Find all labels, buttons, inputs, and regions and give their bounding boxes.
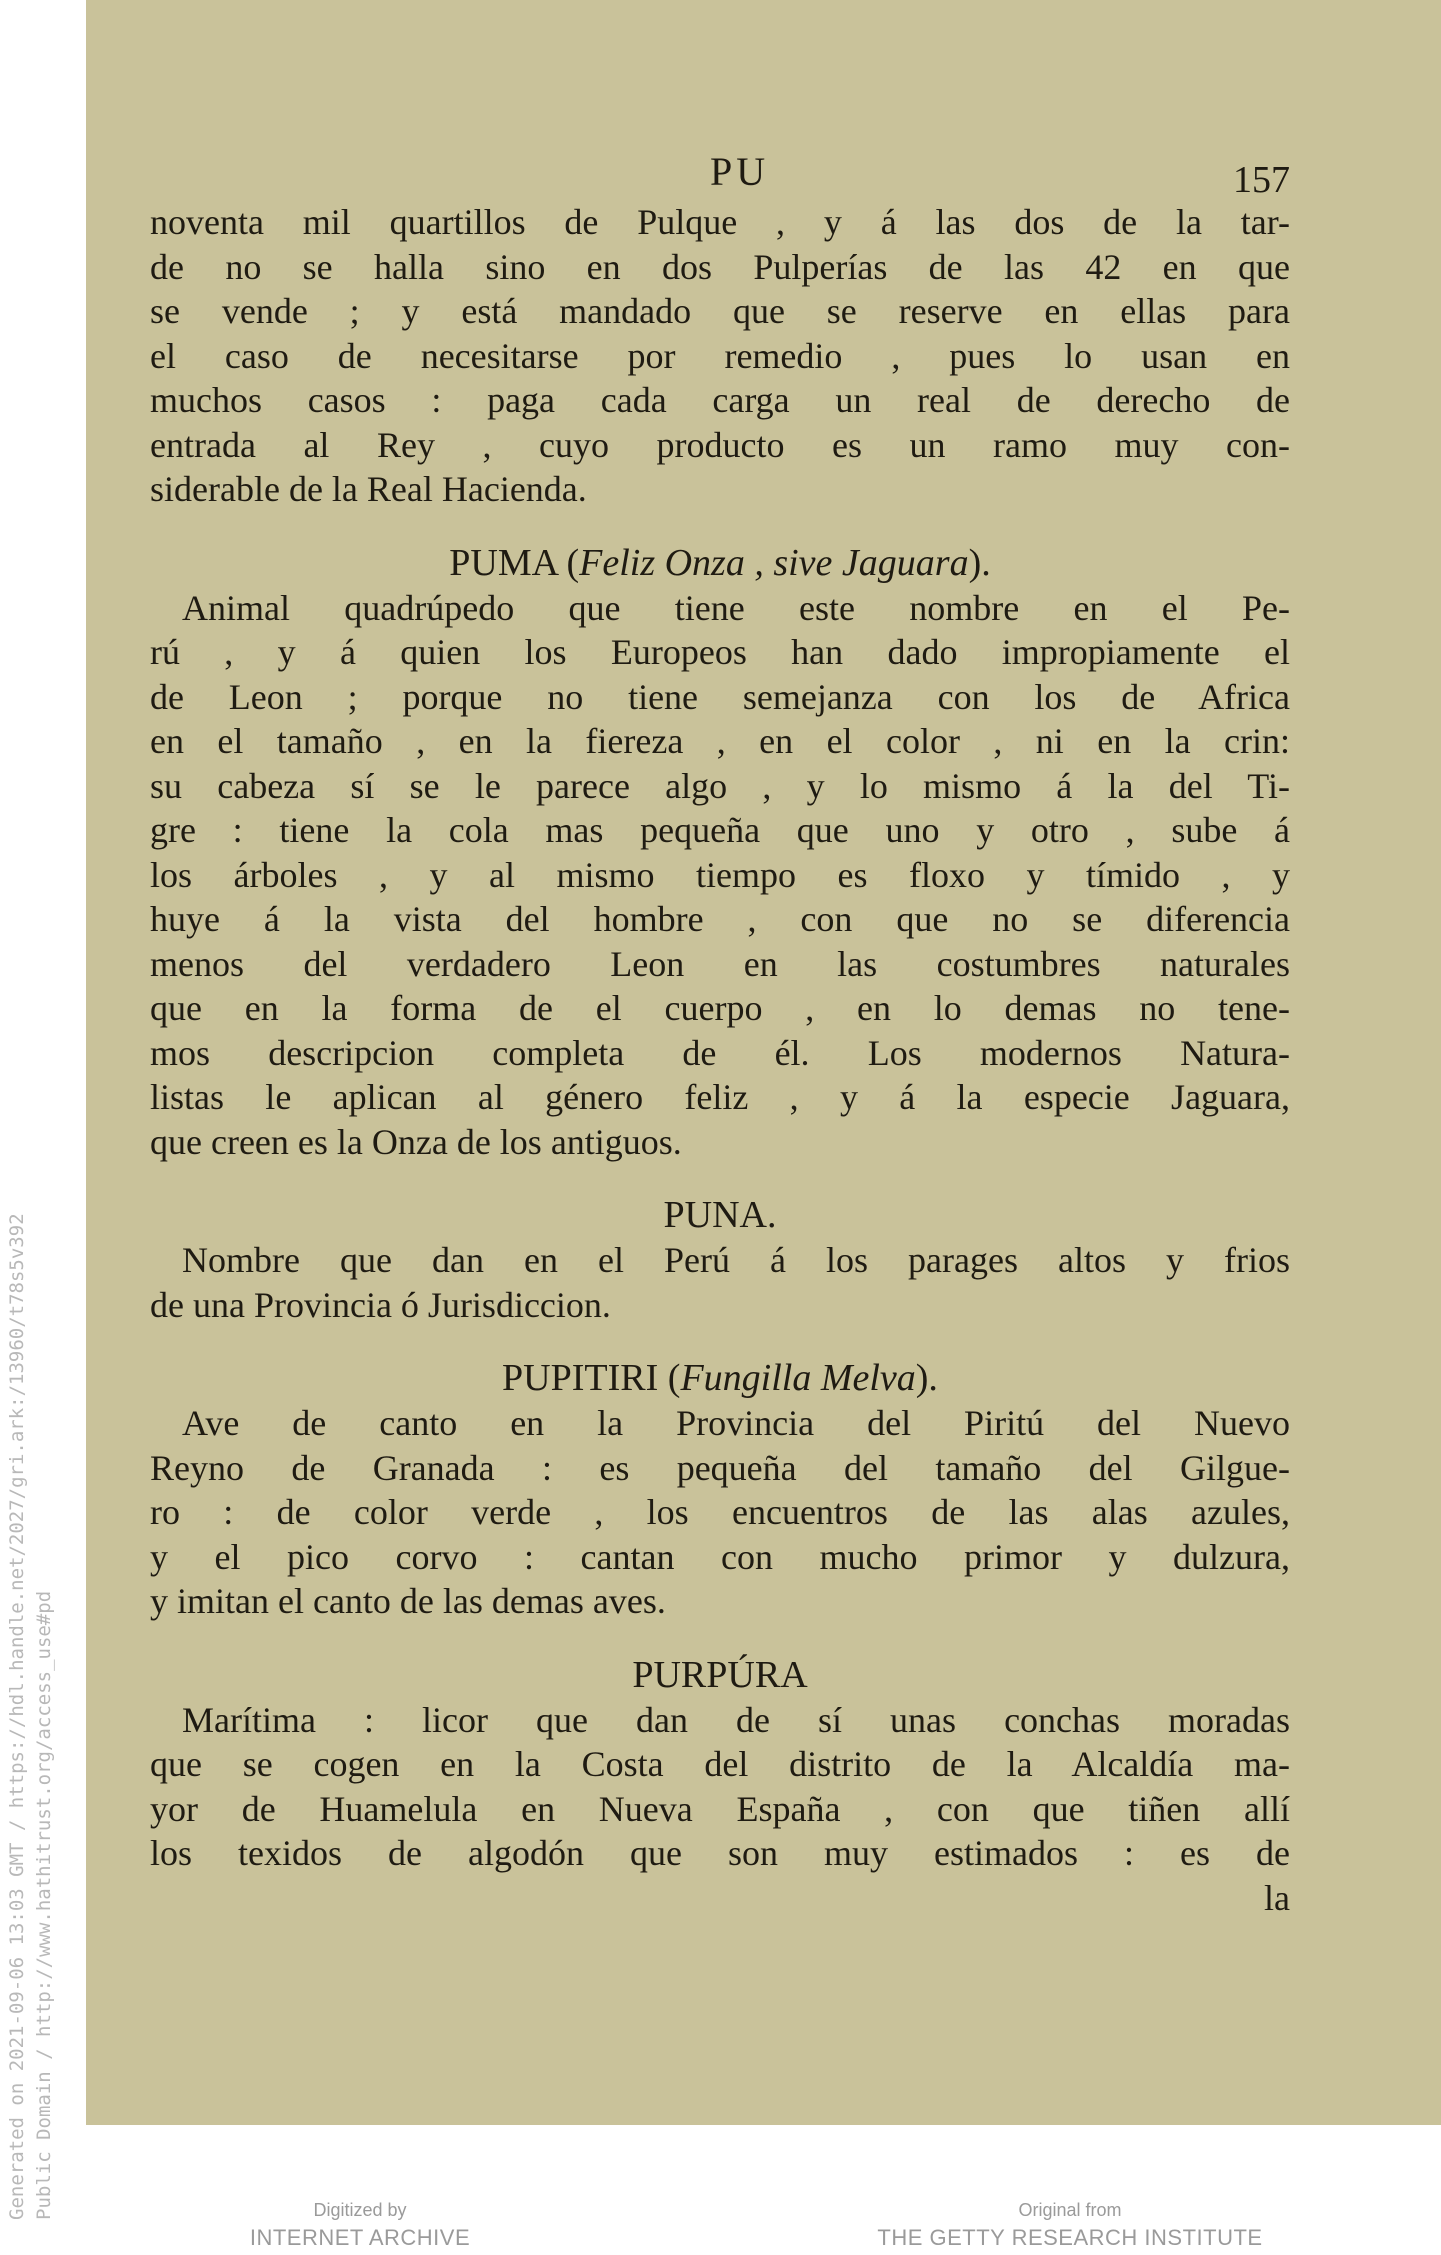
text-line: los texidos de algodón que son muy estimados : es de xyxy=(150,1833,1290,1873)
text-line: muchos casos : paga cada carga un real de derecho de xyxy=(150,380,1290,420)
original-from xyxy=(860,2200,1280,2251)
entry-puna xyxy=(150,1192,1290,1327)
text-line: huye á la vista del hombre , con que no se diferencia xyxy=(150,899,1290,939)
text-line: gre : tiene la cola mas pequeña que uno y otro , sube á xyxy=(150,810,1290,850)
entry-head: PUNA. xyxy=(663,1194,777,1236)
text-line: menos del verdadero Leon en las costumbres naturales xyxy=(150,943,1290,984)
text-line: entrada al Rey , cuyo producto es un ramo muy con- xyxy=(150,424,1290,465)
header-letters: PU xyxy=(710,149,770,194)
rights-line: Public Domain / http://www.hathitrust.org/access_use#pd xyxy=(33,1590,55,2220)
text-line: listas le aplican al género feliz , y á la especie Jaguara, xyxy=(150,1077,1290,1117)
digitization-footer xyxy=(0,2200,1441,2255)
original-from-label: Original from xyxy=(1018,2200,1122,2220)
text-line: de Leon ; porque no tiene semejanza con los de Africa xyxy=(150,676,1290,717)
paren-close: ). xyxy=(968,541,991,584)
entry-heading xyxy=(150,1192,1290,1238)
text-line: de una Provincia ó Jurisdiccion. xyxy=(150,1284,611,1325)
text-line: siderable de la Real Hacienda. xyxy=(150,469,587,509)
generated-notice xyxy=(4,1213,58,2220)
entry-head: PUMA xyxy=(449,541,557,584)
entry-head: PUPITIRI xyxy=(502,1357,659,1399)
entry-pupitiri xyxy=(150,1355,1290,1624)
text-line: que creen es la Onza de los antiguos. xyxy=(150,1121,682,1162)
page-number: 157 xyxy=(1233,159,1290,201)
text-line: noventa mil quartillos de Pulque , y á las dos de la tar- xyxy=(150,202,1290,242)
text-line: ro : de color verde , los encuentros de las alas azules, xyxy=(150,1492,1290,1532)
text-line: mos descripcion completa de él. Los modernos Natura- xyxy=(150,1032,1290,1073)
text-line: Reyno de Granada : es pequeña del tamaño del Gilgue- xyxy=(150,1447,1290,1488)
entry-heading xyxy=(150,1355,1290,1401)
text-line: de no se halla sino en dos Pulperías de las 42 en que xyxy=(150,246,1290,287)
latin-name: Feliz Onza , sive Jaguara xyxy=(579,541,969,584)
entry-purpura xyxy=(150,1652,1290,1921)
text-line: yor de Huamelula en Nueva España , con que tiñen allí xyxy=(150,1788,1290,1829)
getty-label: THE GETTY RESEARCH INSTITUTE xyxy=(877,2225,1263,2250)
text-line: que en la forma de el cuerpo , en lo demas no tene- xyxy=(150,988,1290,1028)
running-header xyxy=(150,140,1290,200)
text-line: Marítima : licor que dan de sí unas conchas moradas xyxy=(182,1699,1290,1740)
catchword: la xyxy=(1264,1877,1290,1918)
internet-archive-label: INTERNET ARCHIVE xyxy=(249,2225,471,2250)
text-line: y imitan el canto de las demas aves. xyxy=(150,1581,666,1621)
text-line: se vende ; y está mandado que se reserve en ellas para xyxy=(150,291,1290,331)
text-line: el caso de necesitarse por remedio , pues lo usan en xyxy=(150,335,1290,376)
text-line: rú , y á quien los Europeos han dado impropiamente el xyxy=(150,632,1290,672)
paren-close: ). xyxy=(915,1357,938,1399)
paragraph-continuation xyxy=(150,200,1290,512)
digitized-by-label: Digitized by xyxy=(313,2200,407,2220)
paren-open: ( xyxy=(556,541,580,584)
text-line: en el tamaño , en la fiereza , en el color , ni en la crin: xyxy=(150,721,1290,761)
latin-name: Fungilla Melva xyxy=(680,1357,916,1399)
entry-puma xyxy=(150,540,1290,1165)
entry-heading xyxy=(150,1652,1290,1698)
hathitrust-sidebar xyxy=(0,0,86,2255)
entry-heading xyxy=(150,540,1290,586)
paren-open: ( xyxy=(658,1357,681,1399)
text-line: su cabeza sí se le parece algo , y lo mismo á la del Ti- xyxy=(150,765,1290,806)
text-line: Animal quadrúpedo que tiene este nombre en el Pe- xyxy=(182,587,1290,628)
page-text xyxy=(150,140,1290,1920)
entry-head: PURPÚRA xyxy=(632,1653,808,1696)
text-line: que se cogen en la Costa del distrito de la Alcaldía ma- xyxy=(150,1744,1290,1784)
text-line: los árboles , y al mismo tiempo es floxo y tímido , y xyxy=(150,854,1290,895)
text-line: y el pico corvo : cantan con mucho primor y dulzura, xyxy=(150,1536,1290,1577)
text-line: Nombre que dan en el Perú á los parages altos y frios xyxy=(182,1240,1290,1280)
generated-line: Generated on 2021-09-06 13:03 GMT / https://hdl.handle.net/2027/gri.ark:/13960/t78s5v392 xyxy=(6,1213,28,2220)
digitized-by xyxy=(200,2200,520,2251)
text-line: Ave de canto en la Provincia del Piritú del Nuevo xyxy=(182,1403,1290,1443)
